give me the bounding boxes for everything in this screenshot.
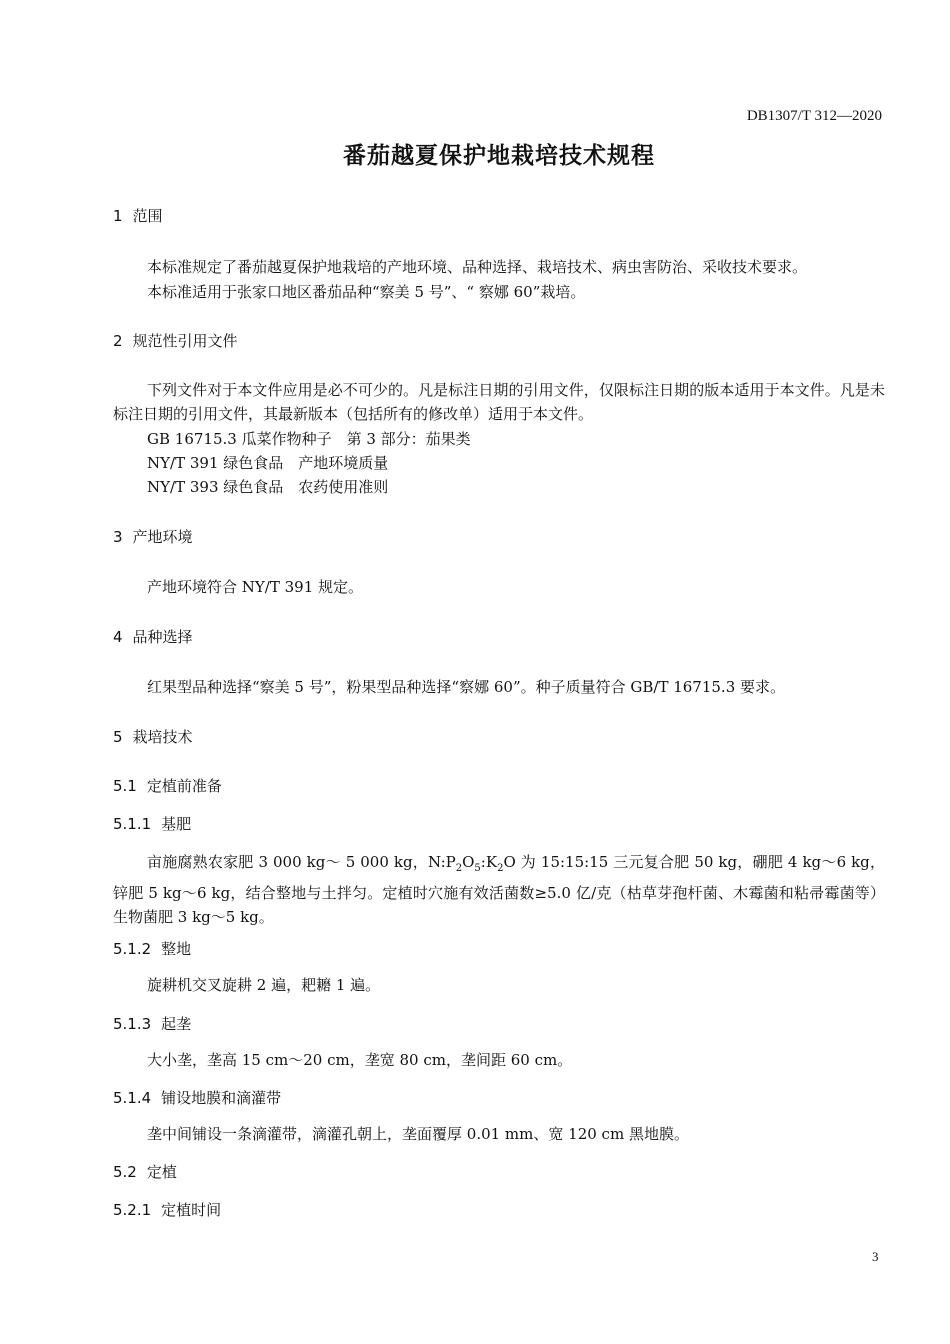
paragraph: 产地环境符合 NY/T 391 规定。 <box>147 578 364 596</box>
subsection-heading-5-2 <box>113 1161 177 1182</box>
document-number: DB1307/T 312—2020 <box>746 108 882 124</box>
section-title: 定植 <box>146 1163 177 1181</box>
section-number: 1 <box>113 207 123 225</box>
section-heading-5 <box>113 726 193 747</box>
paragraph: 垄中间铺设一条滴灌带，滴灌孔朝上，垄面覆厚 0.01 mm、宽 120 cm 黑地膜。 <box>147 1125 689 1143</box>
paragraph: 本标准规定了番茄越夏保护地栽培的产地环境、品种选择、栽培技术、病虫害防治、采收技术要求。 <box>147 258 808 276</box>
subscript: 5 <box>474 863 481 874</box>
section-number: 5.1.3 <box>113 1015 152 1033</box>
subsection-heading-5-1-2 <box>113 938 191 959</box>
reference-item: NY/T 393 绿色食品 农药使用准则 <box>147 478 389 496</box>
text-run: 亩施腐熟农家肥 3 000 kg～ 5 000 kg，N:P <box>147 853 456 871</box>
section-number: 2 <box>113 332 123 350</box>
text-run: O 为 15:15:15 三元复合肥 50 kg，硼肥 4 kg～6 kg，锌肥 5 kg～6 kg，结合整地与土拌匀。定植时穴施有效活菌数≥5.0 亿/克（枯草芽孢杆菌、木霉菌和粘帚霉菌等）生物菌肥 3 kg～5 kg。 <box>113 853 886 926</box>
subsection-heading-5-2-1 <box>113 1199 221 1220</box>
subscript: 2 <box>497 863 504 874</box>
section-heading-3 <box>113 526 193 547</box>
section-number: 5.1.4 <box>113 1089 152 1107</box>
section-title: 范围 <box>132 207 163 225</box>
subsection-heading-5-1-1 <box>113 813 191 834</box>
subsection-heading-5-1-4 <box>113 1087 281 1108</box>
subsection-heading-5-1 <box>113 775 222 796</box>
section-heading-1 <box>113 205 163 226</box>
paragraph: 红果型品种选择“察美 5 号”，粉果型品种选择“察娜 60”。种子质量符合 GB/T 16715.3 要求。 <box>147 678 786 696</box>
section-title: 规范性引用文件 <box>132 332 238 350</box>
paragraph: 下列文件对于本文件应用是必不可少的。凡是标注日期的引用文件，仅限标注日期的版本适用于本文件。凡是未标注日期的引用文件，其最新版本（包括所有的修改单）适用于本文件。 <box>113 381 885 423</box>
subscript: 2 <box>455 863 463 874</box>
section-title: 基肥 <box>161 815 192 833</box>
subsection-heading-5-1-3 <box>113 1013 191 1034</box>
section-title: 产地环境 <box>132 528 193 546</box>
section-title: 栽培技术 <box>132 728 193 746</box>
section-title: 品种选择 <box>132 628 193 646</box>
section-title: 定植前准备 <box>146 777 222 795</box>
section-title: 铺设地膜和滴灌带 <box>161 1089 282 1107</box>
page-title: 番茄越夏保护地栽培技术规程 <box>343 143 655 169</box>
section-heading-2 <box>113 330 238 351</box>
reference-item: NY/T 391 绿色食品 产地环境质量 <box>147 454 389 472</box>
section-number: 5.1.2 <box>113 940 152 958</box>
section-title: 起垄 <box>161 1015 192 1033</box>
section-title: 整地 <box>161 940 192 958</box>
section-number: 5.2.1 <box>113 1201 152 1219</box>
section-heading-4 <box>113 626 193 647</box>
paragraph: 旋耕机交叉旋耕 2 遍，耙耱 1 遍。 <box>147 976 381 994</box>
section-number: 5.2 <box>113 1163 137 1181</box>
text-run: :K <box>480 853 498 871</box>
section-number: 5.1.1 <box>113 815 152 833</box>
reference-item: GB 16715.3 瓜菜作物种子 第 3 部分：茄果类 <box>147 430 471 448</box>
section-number: 5 <box>113 728 123 746</box>
page-number: 3 <box>872 1249 879 1264</box>
section-number: 5.1 <box>113 777 137 795</box>
section-number: 4 <box>113 628 123 646</box>
paragraph: 大小垄，垄高 15 cm～20 cm，垄宽 80 cm，垄间距 60 cm。 <box>147 1051 573 1069</box>
text-run: O <box>462 853 475 871</box>
paragraph: 本标准适用于张家口地区番茄品种“察美 5 号”、“ 察娜 60”栽培。 <box>147 283 586 301</box>
section-title: 定植时间 <box>161 1201 222 1219</box>
paragraph <box>113 850 885 929</box>
section-number: 3 <box>113 528 123 546</box>
